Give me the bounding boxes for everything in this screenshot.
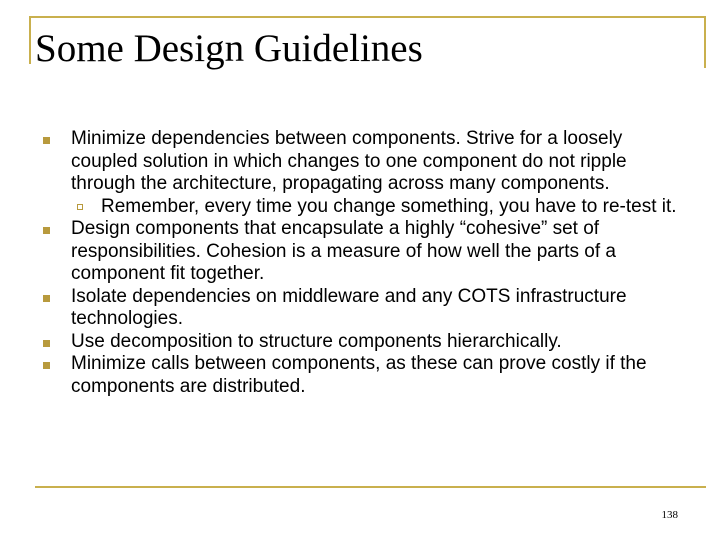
- sub-bullet-text: Remember, every time you change something, you have to re-test it.: [101, 195, 677, 217]
- sub-bullet-item: [71, 196, 686, 219]
- bullet-text: Minimize calls between components, as these can prove costly if the components are distributed.: [71, 353, 647, 397]
- bullet-item: [36, 128, 686, 218]
- square-bullet-icon: [43, 227, 50, 234]
- right-rule: [704, 16, 706, 68]
- bullet-item: [36, 331, 686, 354]
- bullet-item: [36, 218, 686, 286]
- bullet-text: Isolate dependencies on middleware and any COTS infrastructure technologies.: [71, 285, 627, 329]
- bullet-list: [36, 128, 686, 398]
- bullet-text: Minimize dependencies between components. Strive for a loosely coupled solution in which changes to one component do not ripple through the architecture, propagating across many components.: [71, 128, 627, 194]
- hollow-square-bullet-icon: [77, 204, 83, 210]
- square-bullet-icon: [43, 362, 50, 369]
- sub-bullet-list: [71, 196, 686, 219]
- bullet-text: Use decomposition to structure components hierarchically.: [71, 330, 562, 352]
- slide-title: Some Design Guidelines: [35, 26, 429, 72]
- bullet-item: [36, 286, 686, 331]
- square-bullet-icon: [43, 340, 50, 347]
- bullet-item: [36, 353, 686, 398]
- top-rule: [29, 16, 706, 18]
- bullet-text: Design components that encapsulate a highly “cohesive” set of responsibilities. Cohesion is a measure of how well the parts of a component fit together.: [71, 218, 616, 284]
- bottom-rule: [35, 486, 706, 488]
- square-bullet-icon: [43, 137, 50, 144]
- left-rule: [29, 16, 31, 64]
- page-number: 138: [661, 509, 678, 521]
- square-bullet-icon: [43, 295, 50, 302]
